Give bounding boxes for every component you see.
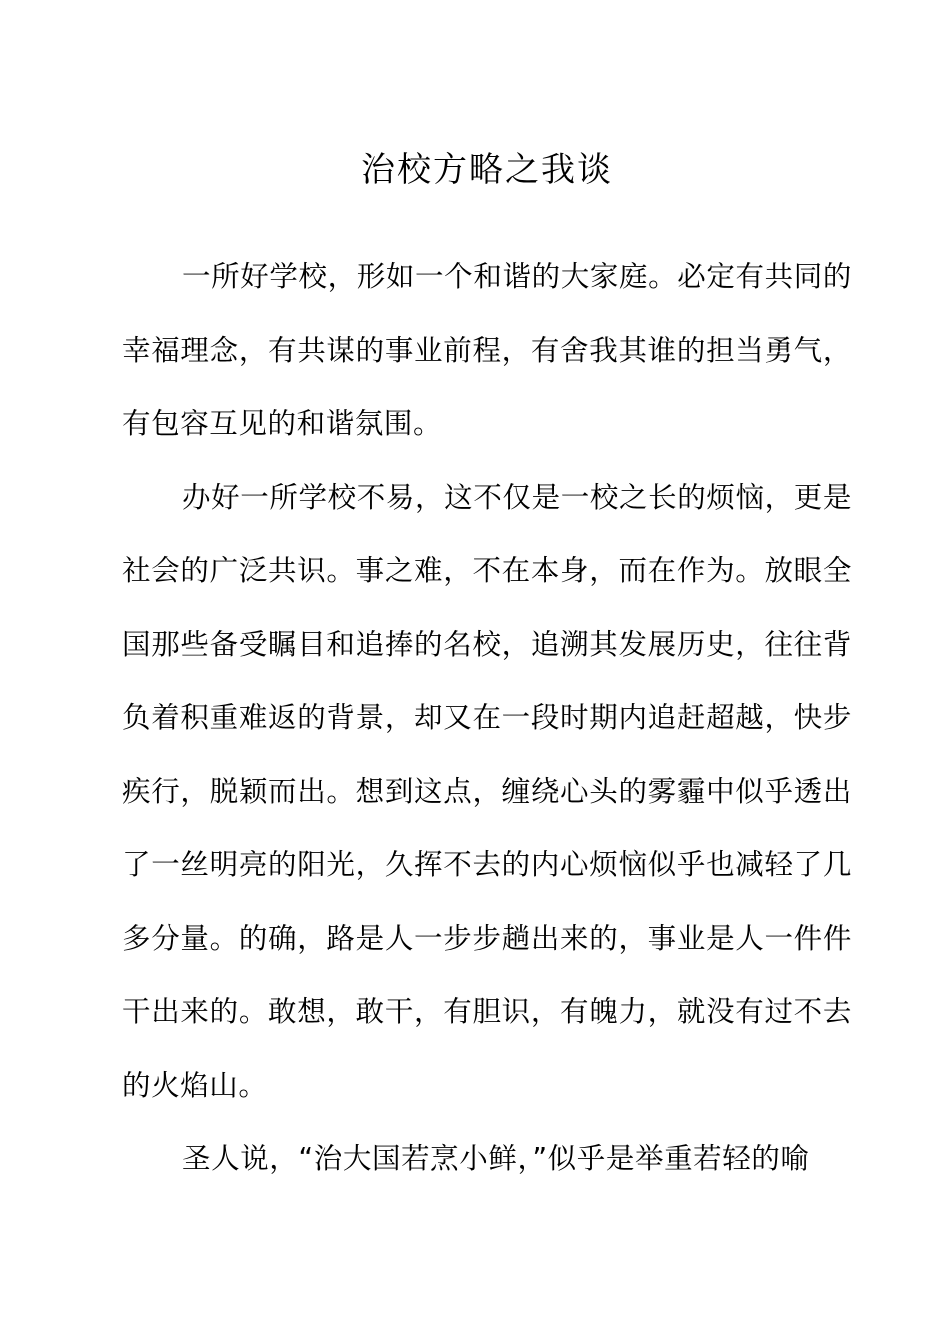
paragraph-2: 办好一所学校不易，这不仅是一校之长的烦恼，更是社会的广泛共识。事之难，不在本身，而在作为。放眼全国那些备受瞩目和追捧的名校，追溯其发展历史，往往背负着积重难返的背景，却又在一段时期内追赶超越，快步疾行，脱颖而出。想到这点，缠绕心头的雾霾中似乎透出了一丝明亮的阳光，久挥不去的内心烦恼似乎也减轻了几多分量。的确，路是人一步步趟出来的，事业是人一件件干出来的。敢想，敢干，有胆识，有魄力，就没有过不去的火焰山。: [122, 480, 852, 1102]
document-title: 治校方略之我谈: [361, 150, 613, 190]
paragraph-3: 圣人说，“治大国若烹小鲜，”似乎是举重若轻的喻: [182, 1142, 810, 1175]
paragraph-1: 一所好学校，形如一个和谐的大家庭。必定有共同的幸福理念，有共谋的事业前程，有舍我其谁的担当勇气，有包容互见的和谐氛围。: [122, 260, 852, 440]
document-body: [122, 240, 852, 1196]
